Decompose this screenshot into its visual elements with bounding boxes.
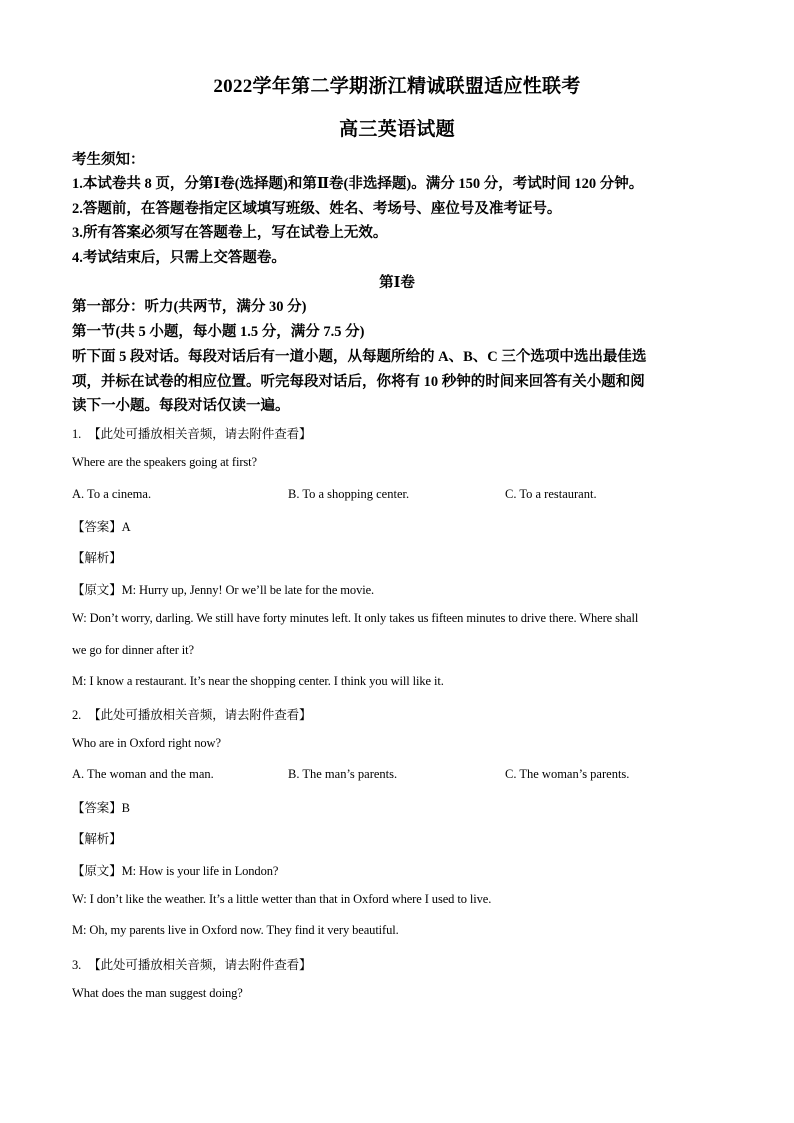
transcript-label: 【原文】 bbox=[72, 582, 122, 597]
audio-note[interactable]: 【此处可播放相关音频，请去附件查看】 bbox=[88, 707, 312, 722]
answer-label: 【答案】 bbox=[72, 519, 122, 534]
exam-title: 2022学年第二学期浙江精诚联盟适应性联考 bbox=[213, 76, 581, 97]
transcript-line: M: Oh, my parents live in Oxford now. They find it very beautiful. bbox=[72, 923, 399, 937]
option-c: C. The woman’s parents. bbox=[505, 767, 630, 781]
transcript-line: M: I know a restaurant. It’s near the shopping center. I think you will like it. bbox=[72, 674, 444, 688]
question-header bbox=[72, 424, 311, 442]
notice-item: 3.所有答案必须写在答题卷上，写在试卷上无效。 bbox=[72, 225, 388, 241]
transcript-line: 【原文】M: How is your life in London? bbox=[72, 863, 279, 878]
question-number: 1. bbox=[72, 427, 82, 441]
exam-subtitle: 高三英语试题 bbox=[339, 119, 455, 140]
transcript-line: W: Don’t worry, darling. We still have forty minutes left. It only takes us fifteen minutes to drive there. Where shall bbox=[72, 611, 639, 625]
audio-note[interactable]: 【此处可播放相关音频，请去附件查看】 bbox=[88, 957, 312, 972]
answer-line bbox=[72, 798, 130, 816]
transcript-label: 【原文】 bbox=[72, 863, 122, 878]
question-header bbox=[72, 705, 311, 723]
notice-item: 4.考试结束后，只需上交答题卷。 bbox=[72, 250, 286, 266]
option-b: B. To a shopping center. bbox=[288, 487, 410, 501]
question-number: 3. bbox=[72, 958, 82, 972]
instruction-line: 听下面 5 段对话。每段对话后有一道小题，从每题所给的 A、B、C 三个选项中选出最佳选 bbox=[72, 349, 647, 365]
notice-heading: 考生须知： bbox=[72, 152, 145, 168]
option-a: A. The woman and the man. bbox=[72, 767, 214, 781]
transcript-line: 【原文】M: Hurry up, Jenny! Or we’ll be late for the movie. bbox=[72, 582, 375, 597]
audio-note[interactable]: 【此处可播放相关音频，请去附件查看】 bbox=[88, 426, 312, 441]
answer-value: B bbox=[121, 801, 130, 815]
answer-value: A bbox=[121, 520, 131, 534]
analysis-label: 【解析】 bbox=[72, 550, 122, 565]
question-header bbox=[72, 955, 311, 973]
option-a: A. To a cinema. bbox=[72, 487, 152, 501]
answer-label: 【答案】 bbox=[72, 800, 122, 815]
option-c: C. To a restaurant. bbox=[505, 487, 597, 501]
part-heading: 第一部分：听力(共两节，满分 30 分) bbox=[72, 299, 307, 315]
subsection-heading: 第一节(共 5 小题，每小题 1.5 分，满分 7.5 分) bbox=[72, 324, 365, 340]
instruction-line: 项，并标在试卷的相应位置。听完每段对话后，你将有 10 秒钟的时间来回答有关小题和阅 bbox=[72, 374, 645, 390]
transcript-line: we go for dinner after it? bbox=[72, 643, 194, 657]
volume-heading: 第Ⅰ卷 bbox=[379, 275, 415, 291]
transcript-line: W: I don’t like the weather. It’s a little wetter than that in Oxford where I used to live. bbox=[72, 892, 492, 906]
question-stem: Where are the speakers going at first? bbox=[72, 455, 258, 469]
option-b: B. The man’s parents. bbox=[288, 767, 398, 781]
notice-item: 1.本试卷共 8 页，分第Ⅰ卷(选择题)和第Ⅱ卷(非选择题)。满分 150 分，考试时间 120 分钟。 bbox=[72, 176, 644, 192]
question-stem: Who are in Oxford right now? bbox=[72, 736, 221, 750]
analysis-label: 【解析】 bbox=[72, 831, 122, 846]
notice-item: 2.答题前，在答题卷指定区域填写班级、姓名、考场号、座位号及准考证号。 bbox=[72, 201, 562, 217]
answer-line bbox=[72, 517, 131, 535]
question-stem: What does the man suggest doing? bbox=[72, 986, 243, 1000]
question-number: 2. bbox=[72, 708, 82, 722]
instruction-line: 读下一小题。每段对话仅读一遍。 bbox=[72, 398, 290, 414]
